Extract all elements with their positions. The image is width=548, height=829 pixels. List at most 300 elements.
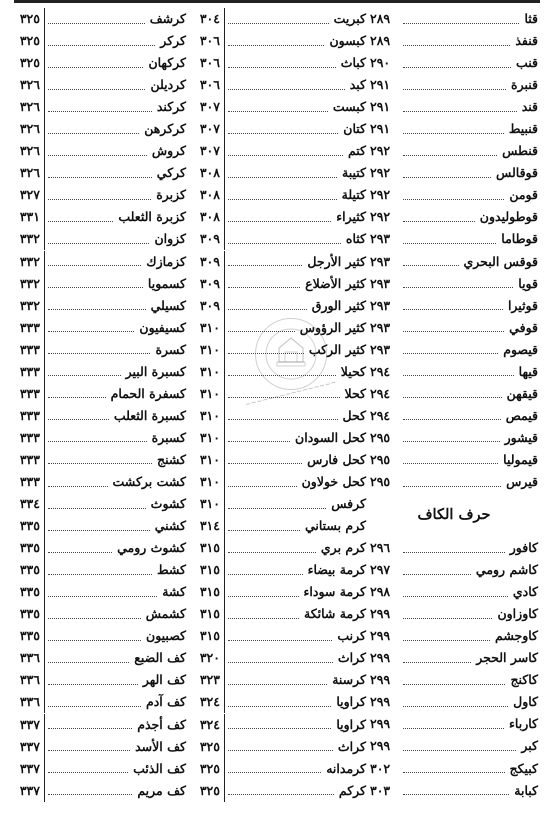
dot-leader: [228, 772, 321, 773]
index-entry: [368, 405, 540, 427]
dot-leader: [48, 486, 108, 487]
entry-term: كبريت: [333, 11, 366, 27]
entry-page-number: ٣٣٧: [8, 736, 45, 758]
dot-leader: [48, 309, 146, 310]
index-entry: [368, 427, 540, 449]
entry-term: قوثيرا: [507, 297, 538, 313]
index-entry: [188, 736, 368, 758]
entry-term: كتيبة: [342, 165, 366, 181]
dot-leader: [403, 221, 475, 222]
index-entry: [8, 162, 188, 184]
index-entry: [188, 52, 368, 74]
dot-leader: [48, 397, 106, 398]
dot-leader: [228, 706, 331, 707]
index-entry: [188, 206, 368, 228]
entry-page-number: ٢٩٩: [370, 694, 391, 710]
index-entry: [368, 52, 540, 74]
entry-term: كحل خولاون: [301, 474, 366, 489]
index-entry: [368, 581, 540, 603]
entry-page-number: ٣١٠: [188, 427, 225, 449]
index-entry: [8, 625, 188, 647]
entry-page-number: ٣٣٣: [8, 471, 45, 493]
dot-leader: [48, 574, 152, 575]
index-entry: [8, 295, 188, 317]
index-entry: [368, 758, 540, 780]
entry-term: كشمش: [145, 606, 186, 622]
index-entry: [368, 691, 540, 713]
index-entry: [188, 30, 368, 52]
entry-page-number: ٣٣٧: [8, 780, 45, 802]
dot-leader: [228, 530, 300, 531]
entry-page-number: ٣٣٣: [8, 449, 45, 471]
entry-term: قيرس: [506, 474, 538, 489]
seal-emblem-icon: [263, 326, 319, 382]
index-entry: [368, 559, 540, 581]
middle-column: [188, 8, 368, 802]
dot-leader: [48, 684, 138, 685]
index-entry: [368, 471, 540, 493]
library-seal: [255, 318, 327, 390]
index-entry: [8, 537, 188, 559]
entry-page-number: ٢٩٤: [370, 363, 391, 379]
entry-term: كصبيون: [146, 628, 186, 644]
entry-page-number: ٢٩٧: [370, 562, 391, 578]
entry-page-number: ٣٠٦: [188, 30, 225, 52]
entry-page-number: ٢٩٩: [370, 606, 391, 622]
entry-page-number: ٣٢٥: [188, 758, 225, 780]
entry-term: قوطاما: [501, 231, 538, 247]
entry-term: كتان: [343, 121, 366, 137]
entry-term: كحلا: [344, 385, 366, 401]
entry-term: كاشم رومي: [475, 562, 538, 578]
entry-page-number: ٣٣٣: [8, 317, 45, 339]
entry-page-number: ٢٩٢: [370, 187, 391, 203]
entry-term: كسيفيون: [139, 319, 186, 335]
entry-page-number: ٢٩٣: [370, 275, 391, 291]
dot-leader: [228, 596, 299, 597]
dot-leader: [228, 574, 303, 575]
entry-page-number: ٢٩٢: [370, 209, 391, 225]
entry-term: كتيلة: [341, 187, 366, 203]
entry-term: قنبرة: [511, 77, 538, 93]
entry-page-number: ٣١٥: [188, 559, 225, 581]
entry-term: قنبيط: [508, 121, 538, 137]
dot-leader: [228, 662, 333, 663]
entry-page-number: ٢٩٣: [370, 231, 391, 247]
index-entry: [368, 74, 540, 96]
entry-term: كف الأسد: [135, 738, 186, 754]
entry-term: كركم: [338, 782, 366, 798]
index-entry: [368, 162, 540, 184]
entry-page-number: ٣١٥: [188, 603, 225, 625]
entry-page-number: ٣٢٦: [8, 118, 45, 140]
entry-term: كسمويا: [147, 275, 186, 291]
seal-caption-scribble: ~~~~~~~~~~~~~~~~: [244, 378, 338, 409]
dot-leader: [403, 706, 508, 707]
index-entry: [368, 30, 540, 52]
index-entry: [368, 118, 540, 140]
dot-leader: [403, 662, 471, 663]
dot-leader: [403, 794, 509, 795]
dot-leader: [403, 640, 490, 641]
index-entry: [188, 691, 368, 713]
entry-term: كف أجذم: [137, 716, 186, 732]
entry-term: كركر: [160, 33, 186, 49]
entry-term: كزمازك: [146, 253, 186, 269]
entry-page-number: ٣٢٠: [188, 647, 225, 669]
section-heading: حرف الكاف: [417, 506, 491, 524]
dot-leader: [228, 552, 316, 553]
entry-page-number: ٣٣٥: [8, 559, 45, 581]
entry-page-number: ٣٣٦: [8, 669, 45, 691]
entry-page-number: ٢٩٥: [370, 451, 391, 467]
entry-page-number: ٢٩١: [370, 77, 391, 93]
dot-leader: [48, 508, 146, 509]
dot-leader: [228, 441, 290, 442]
dot-leader: [228, 750, 333, 751]
entry-term: كشوث: [150, 496, 186, 512]
index-entry: [188, 493, 368, 515]
entry-page-number: ٣٣٥: [8, 625, 45, 647]
entry-term: كراث: [337, 650, 366, 666]
dot-leader: [48, 662, 129, 663]
index-entry: [188, 669, 368, 691]
dot-leader: [403, 772, 505, 773]
dot-leader: [48, 375, 121, 376]
entry-page-number: ٢٩٠: [370, 55, 391, 71]
entry-term: كرمدانه: [326, 760, 366, 776]
dot-leader: [228, 463, 302, 464]
dot-leader: [403, 486, 501, 487]
index-entry: [8, 581, 188, 603]
index-entry: [188, 603, 368, 625]
dot-leader: [228, 67, 336, 68]
index-entry: [8, 736, 188, 758]
dot-leader: [403, 155, 497, 156]
dot-leader: [403, 287, 513, 288]
entry-page-number: ٣١٠: [188, 405, 225, 427]
entry-page-number: ٣١٤: [188, 515, 225, 537]
entry-page-number: ٣٣٦: [8, 691, 45, 713]
dot-leader: [228, 618, 299, 619]
dot-leader: [48, 794, 132, 795]
dot-leader: [48, 111, 152, 112]
dot-leader: [228, 287, 300, 288]
dot-leader: [48, 706, 141, 707]
index-entry: [8, 273, 188, 295]
dot-leader: [228, 221, 331, 222]
index-entry: [188, 273, 368, 295]
entry-term: كارباء: [509, 716, 538, 732]
index-entry: [188, 780, 368, 802]
dot-leader: [228, 133, 338, 134]
entry-page-number: ٣٢٣: [188, 669, 225, 691]
entry-page-number: ٣١٠: [188, 317, 225, 339]
dot-leader: [403, 397, 502, 398]
entry-page-number: ٣٢٦: [8, 140, 45, 162]
dot-leader: [228, 419, 338, 420]
index-entry: [8, 361, 188, 383]
entry-term: قوقالس: [496, 165, 538, 181]
index-entry: [8, 206, 188, 228]
entry-page-number: ٣١٠: [188, 471, 225, 493]
index-entry: [8, 383, 188, 405]
entry-page-number: ٣١٥: [188, 581, 225, 603]
index-entry: [368, 647, 540, 669]
entry-page-number: ٣١٠: [188, 361, 225, 383]
entry-page-number: ٣٣٢: [8, 251, 45, 273]
index-entry: [188, 559, 368, 581]
entry-page-number: ٣٠٩: [188, 273, 225, 295]
entry-page-number: ٢٩٤: [370, 407, 391, 423]
entry-page-number: ٣٣٥: [8, 581, 45, 603]
entry-page-number: ٣٠٩: [188, 228, 225, 250]
entry-page-number: ٣٣٧: [8, 714, 45, 736]
entry-term: كثير الركب: [308, 341, 366, 357]
entry-page-number: ٢٩٨: [370, 584, 391, 600]
entry-page-number: ٣٢٤: [188, 691, 225, 713]
entry-page-number: ٣٣١: [8, 206, 45, 228]
entry-term: كسبرة: [151, 429, 186, 445]
dot-leader: [403, 265, 459, 266]
dot-leader: [403, 463, 498, 464]
dot-leader: [48, 89, 145, 90]
index-entry: [188, 140, 368, 162]
entry-page-number: ٣٠٩: [188, 251, 225, 273]
entry-term: كافور: [509, 540, 538, 556]
index-entry: [188, 581, 368, 603]
index-entry: [8, 603, 188, 625]
entry-page-number: ٢٩٩: [370, 650, 391, 666]
entry-term: كف الضبع: [134, 650, 186, 666]
entry-term: كشوث رومي: [117, 540, 186, 556]
index-entry: [188, 96, 368, 118]
entry-term: كرنب: [337, 628, 366, 644]
index-entry: [188, 625, 368, 647]
index-entry: [188, 8, 368, 30]
entry-term: كف آدم: [145, 694, 186, 710]
entry-term: كبست: [332, 99, 366, 115]
entry-term: كرم بستاني: [304, 518, 366, 534]
entry-page-number: ٢٩٩: [370, 716, 391, 732]
index-entry: [188, 74, 368, 96]
entry-page-number: ٣٣٣: [8, 427, 45, 449]
dot-leader: [228, 728, 331, 729]
entry-term: كسبرة البير: [125, 363, 186, 379]
dot-leader: [403, 23, 519, 24]
entry-page-number: ٣٢٤: [188, 714, 225, 736]
index-entry: [8, 427, 188, 449]
index-entry: [188, 162, 368, 184]
entry-page-number: ٢٩١: [370, 121, 391, 137]
dot-leader: [403, 353, 498, 354]
entry-page-number: ٢٩٣: [370, 341, 391, 357]
index-entry: [368, 713, 540, 735]
index-entry: [8, 493, 188, 515]
entry-page-number: ٣١٥: [188, 537, 225, 559]
dot-leader: [403, 309, 503, 310]
entry-page-number: ٣١٠: [188, 493, 225, 515]
entry-page-number: ٣٠٣: [370, 782, 391, 798]
dot-leader: [403, 45, 510, 46]
dot-leader: [228, 155, 343, 156]
index-entry: [188, 449, 368, 471]
entry-term: كشنج: [157, 451, 186, 467]
entry-page-number: ٣٣٣: [8, 405, 45, 427]
dot-leader: [228, 243, 341, 244]
dot-leader: [403, 331, 504, 332]
entry-term: كاوجشم: [495, 628, 538, 644]
index-entry: [368, 206, 540, 228]
entry-term: كراويا: [336, 716, 366, 732]
entry-term: قويا: [518, 275, 538, 291]
entry-page-number: ٢٩٣: [370, 253, 391, 269]
index-entry: [188, 118, 368, 140]
index-entry: [368, 361, 540, 383]
dot-leader: [48, 353, 150, 354]
index-entry: [188, 295, 368, 317]
index-entry: [8, 96, 188, 118]
dot-leader: [403, 441, 500, 442]
entry-page-number: ٣٠٨: [188, 184, 225, 206]
entry-page-number: ٣٣٣: [8, 383, 45, 405]
index-entry: [368, 735, 540, 757]
index-entry: [8, 184, 188, 206]
entry-term: كحل السودان: [295, 429, 366, 445]
dot-leader: [48, 243, 149, 244]
entry-term: كثاه: [345, 231, 366, 247]
dot-leader: [228, 177, 337, 178]
entry-page-number: ٣٠٢: [370, 760, 391, 776]
entry-page-number: ٣٠٧: [188, 140, 225, 162]
entry-term: كحل: [342, 407, 366, 423]
entry-term: كاسر الحجر: [476, 650, 538, 666]
dot-leader: [403, 419, 501, 420]
entry-term: كاكنج: [510, 672, 538, 688]
entry-term: كرفس: [331, 496, 366, 512]
dot-leader: [403, 750, 516, 751]
entry-term: كادي: [512, 584, 538, 600]
entry-term: كرم بري: [320, 540, 366, 556]
dot-leader: [403, 574, 471, 575]
entry-page-number: ٣١٠: [188, 339, 225, 361]
entry-term: كثير الأضلاع: [305, 275, 366, 291]
entry-page-number: ٣٢٥: [188, 780, 225, 802]
entry-term: قيمص: [505, 407, 538, 423]
entry-term: كحيلا: [340, 363, 366, 379]
dot-leader: [48, 199, 151, 200]
index-entry: [368, 603, 540, 625]
entry-term: كشني: [154, 518, 186, 534]
dot-leader: [48, 265, 141, 266]
entry-page-number: ٢٩٣: [370, 319, 391, 335]
index-entry: [368, 780, 540, 802]
entry-term: كسرة: [155, 341, 186, 357]
entry-term: كف الذئب: [133, 760, 186, 776]
index-entry: [8, 515, 188, 537]
entry-term: كركي: [156, 165, 186, 181]
index-entry: [188, 184, 368, 206]
entry-page-number: ٣٣٥: [8, 603, 45, 625]
entry-term: كشط: [157, 562, 186, 578]
index-entry: [8, 317, 188, 339]
entry-term: قنفذ: [515, 33, 538, 49]
entry-term: قند: [521, 99, 538, 115]
dot-leader: [48, 463, 152, 464]
dot-leader: [228, 111, 328, 112]
dot-leader: [403, 728, 504, 729]
entry-page-number: ٣٢٧: [8, 184, 45, 206]
dot-leader: [228, 794, 334, 795]
entry-term: كرمة شائكة: [304, 606, 366, 622]
index-entry: [368, 184, 540, 206]
entry-term: قيشور: [504, 429, 538, 445]
entry-page-number: ٣٢٦: [8, 74, 45, 96]
dot-leader: [48, 530, 150, 531]
entry-term: كثير الورق: [311, 297, 366, 313]
index-entry: [8, 449, 188, 471]
index-entry: [8, 140, 188, 162]
entry-term: كركرهن: [144, 121, 186, 137]
index-entry: [8, 118, 188, 140]
entry-page-number: ٣١٠: [188, 449, 225, 471]
dot-leader: [403, 618, 492, 619]
index-entry: [188, 758, 368, 780]
index-entry: [368, 669, 540, 691]
entry-page-number: ٢٩٩: [370, 628, 391, 644]
entry-term: كثير الأرجل: [307, 253, 366, 269]
dot-leader: [228, 265, 302, 266]
entry-page-number: ٣٣٦: [8, 647, 45, 669]
entry-term: كروش: [151, 143, 186, 159]
entry-page-number: ٣٣٢: [8, 273, 45, 295]
index-entry: [8, 471, 188, 493]
dot-leader: [403, 111, 517, 112]
entry-term: قومن: [509, 187, 538, 203]
entry-term: كرسنة: [332, 672, 366, 688]
entry-page-number: ٢٩٢: [370, 165, 391, 181]
entry-term: كرديلن: [150, 77, 186, 93]
dot-leader: [403, 596, 508, 597]
dot-leader: [228, 45, 324, 46]
entry-term: كسيلي: [150, 297, 186, 313]
entry-term: كزبرة: [156, 187, 186, 203]
index-entry: [368, 96, 540, 118]
entry-page-number: ٢٩٥: [370, 474, 391, 489]
entry-page-number: ٣٠٤: [188, 8, 225, 30]
entry-page-number: ٣٠٩: [188, 295, 225, 317]
dot-leader: [48, 552, 112, 553]
entry-term: كراويا: [336, 694, 366, 710]
dot-leader: [48, 772, 128, 773]
dot-leader: [48, 155, 147, 156]
entry-page-number: ٢٩٢: [370, 143, 391, 159]
dot-leader: [48, 67, 143, 68]
entry-page-number: ٢٩٦: [370, 540, 391, 556]
entry-term: قيصوم: [503, 341, 538, 357]
entry-term: كبد: [349, 77, 366, 93]
entry-page-number: ٣٠٦: [188, 52, 225, 74]
index-entry: [8, 714, 188, 736]
dot-leader: [403, 552, 505, 553]
entry-term: كف مريم: [137, 782, 186, 798]
dot-leader: [228, 486, 297, 487]
top-rule: [14, 0, 540, 3]
dot-leader: [48, 750, 130, 751]
index-entry: [8, 228, 188, 250]
entry-page-number: ٣٣٧: [8, 758, 45, 780]
entry-term: كشة: [162, 584, 186, 600]
